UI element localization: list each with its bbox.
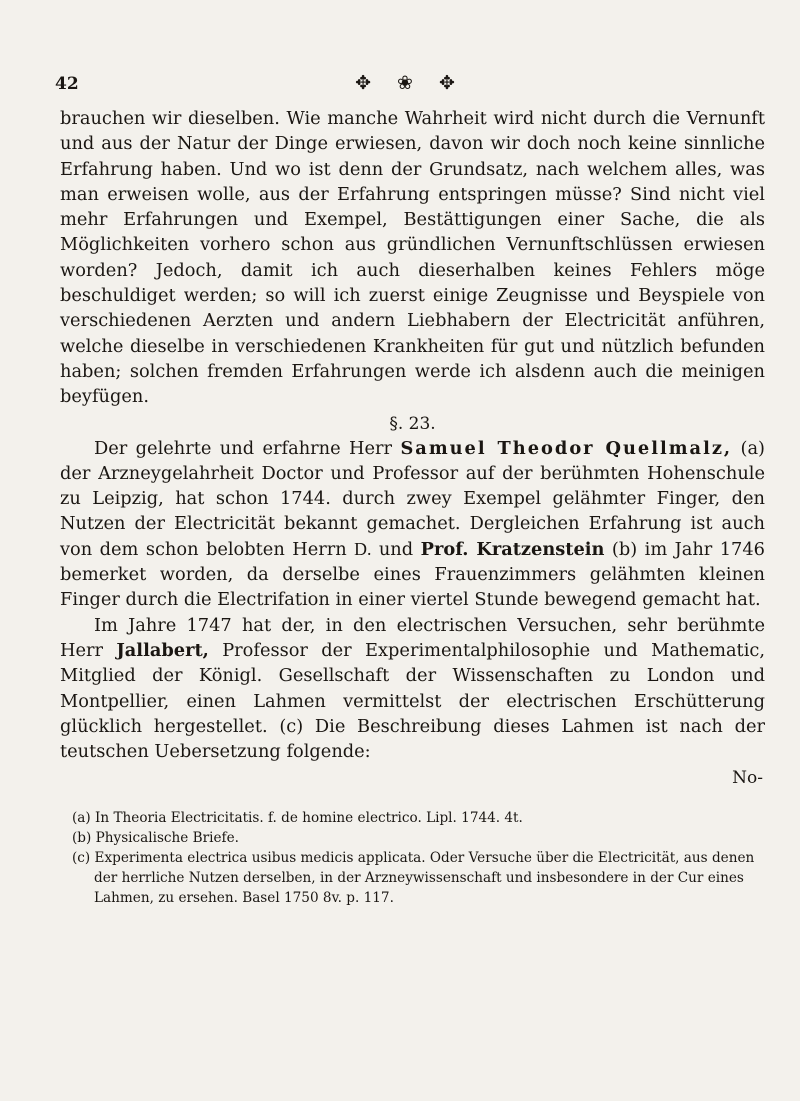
paragraph-3-text-b: Professor der Experimentalphilosophie und Mathematic, Mitglied der Königl. Gesellschaft der Wissenschaften zu London und Montpellier, einen Lahmen vermittelst der electrischen Erschütterung glücklich hergestellet. (c) Die Beschreibung dieses Lahmen ist nach der teutschen Uebersetzung folgende: — [60, 639, 765, 763]
footnote-c: (c) Experimenta electrica usibus medicis applicata. Oder Versuche über die Electricität, aus denen der herrliche Nutzen derselben, in der Arzneywissenschaft und insbesondere in der Cur eines Lahmen, zu ersehen. Basel 1750 8v. p. 117. — [72, 850, 755, 907]
person-name-kratzenstein: Prof. Kratzenstein — [420, 538, 605, 560]
paragraph-3-text-a: Im Jahre 1747 hat der, in den electrischen Versuchen, sehr berühmte Herr — [60, 614, 765, 661]
footnote-a: (a) In Theoria Electricitatis. f. de homine electrico. Lipl. 1744. 4t. — [72, 810, 523, 827]
page-number: 42 — [55, 74, 79, 94]
footnotes — [60, 808, 765, 908]
section-heading: §. 23. — [389, 413, 436, 434]
paragraph-2 — [60, 436, 765, 613]
paragraph-2-text-b: (a) der Arzneygelahrheit Doctor und Professor auf der berühmten Hohenschule zu Leipzig, hat schon 1744. durch zwey Exempel gelähmter Finger, den Nutzen der Electricität bekannt gemachet. Dergleichen Erfahrung ist auch von dem schon belobten Herrn — [60, 437, 765, 560]
page-body — [60, 106, 765, 908]
person-title-d: D. — [354, 538, 372, 559]
person-name-quellmalz: Samuel Theodor Quellmalz, — [400, 437, 733, 459]
paragraph-1: brauchen wir dieselben. Wie manche Wahrheit wird nicht durch die Vernunft und aus der Natur der Dinge erwiesen, davon wir doch noch keine sinnliche Erfahrung haben. Und wo ist denn der Grundsatz, nach welchem alles, was man erweisen wolle, aus der Erfahrung entspringen müsse? Sind nicht viel mehr Erfahrungen und Exempel, Bestättigungen einer Sache, die als Möglichkeiten vorhero schon aus gründlichen Vernunftschlüssen erwiesen worden? Jedoch, damit ich auch dieserhalben keines Fehlers möge beschuldiget werden; so will ich zuerst einige Zeugnisse und Beyspiele von verschiedenen Aerzten und andern Liebhabern der Electricität anführen, welche dieselbe in verschiedenen Krankheiten für gut und nützlich befunden haben; solchen fremden Erfahrungen werde ich alsdenn auch die meinigen beyfügen. — [60, 108, 765, 408]
catchword: No- — [732, 768, 763, 789]
header-ornament: ✥ ❀ ✥ — [355, 72, 465, 94]
paragraph-2-text-c: und — [371, 538, 421, 560]
paragraph-3 — [60, 613, 765, 765]
paragraph-2-text-a: Der gelehrte und erfahrne Herr — [94, 437, 401, 459]
paragraph-2-text-d: (b) im Jahr 1746 bemerket worden, da derselbe eines Frauenzimmers gelähmten kleinen Finger durch die Electrifation in einer viertel Stunde bewegend gemacht hat. — [60, 538, 765, 611]
person-name-jallabert: Jallabert, — [116, 639, 209, 661]
footnote-b: (b) Physicalische Briefe. — [72, 830, 239, 847]
